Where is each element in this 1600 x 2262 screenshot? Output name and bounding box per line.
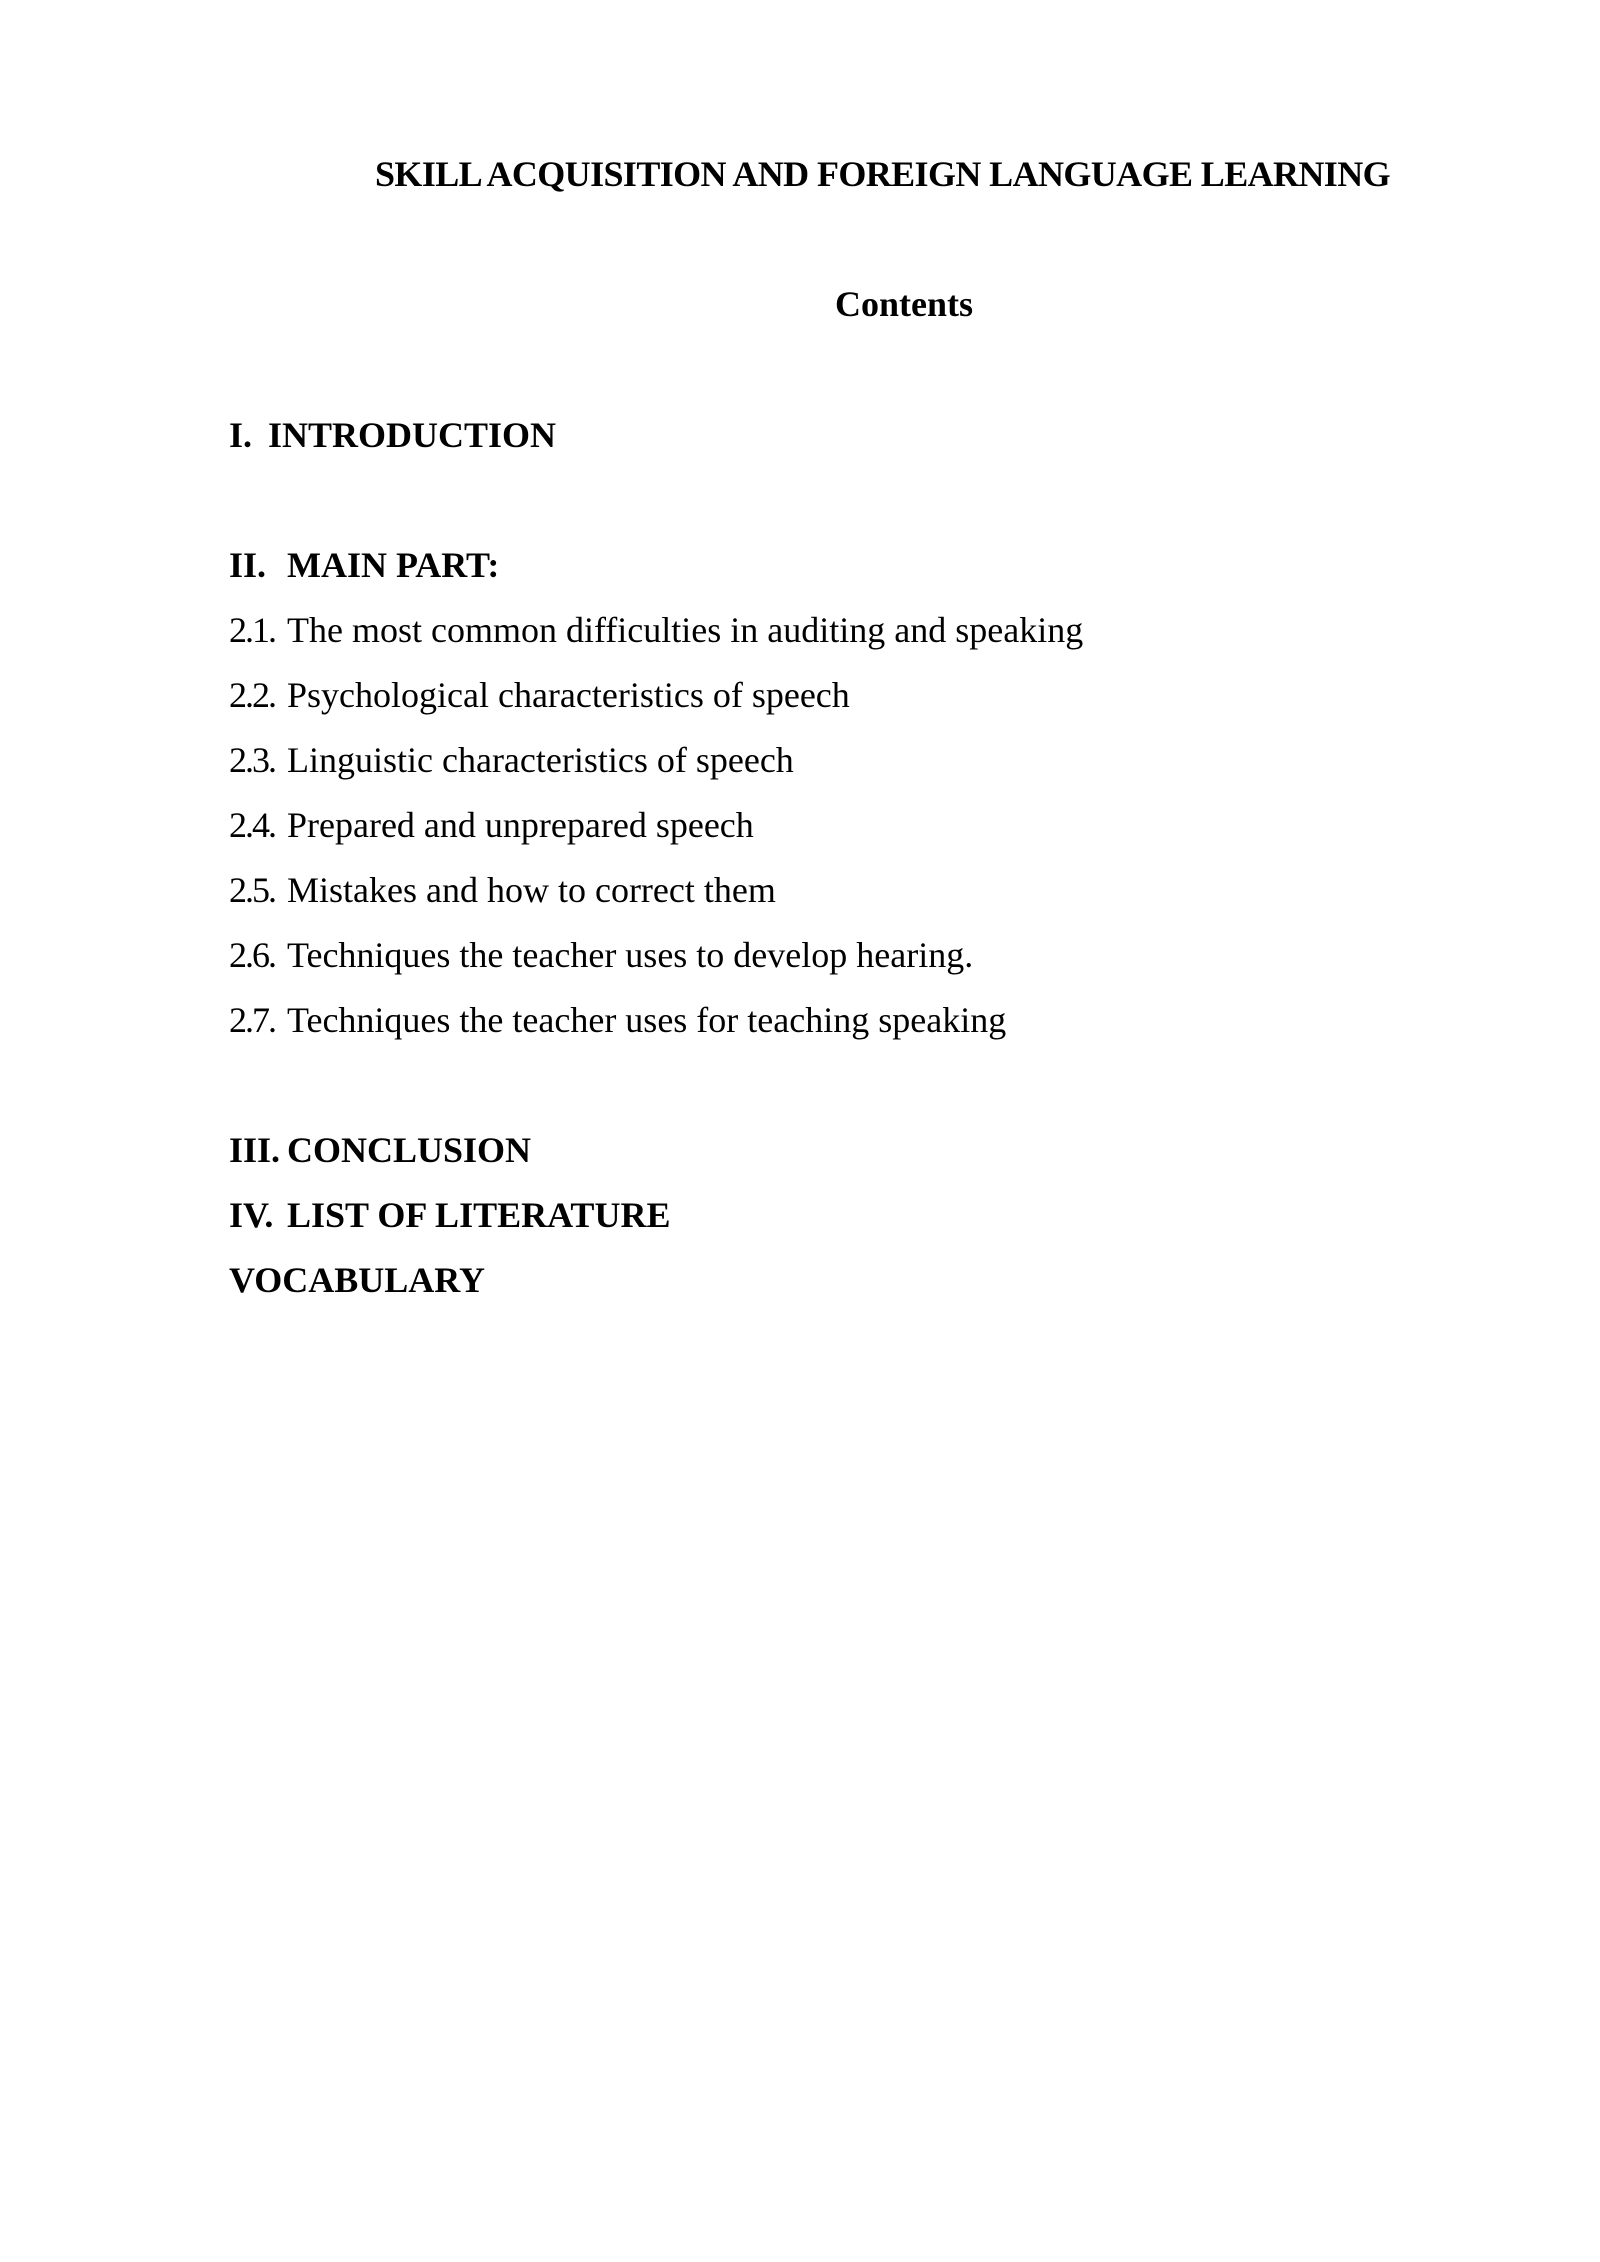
document-title: SKILL ACQUISITION AND FOREIGN LANGUAGE LEARNING [375,154,1391,194]
toc-entry-2-4 [229,803,754,847]
contents-heading: Contents [834,284,973,324]
toc-entry-2-7 [229,998,1006,1042]
toc-label: MAIN PART: [287,545,500,585]
toc-entry-conclusion [229,1128,531,1172]
toc-number: 2.1. [229,610,275,650]
toc-number: 2.4. [229,805,275,845]
toc-entry-introduction [229,413,556,457]
toc-entry-2-3 [229,738,794,782]
toc-number: 2.2. [229,675,275,715]
toc-number: II. [229,545,267,585]
toc-label: Techniques the teacher uses for teaching speaking [287,1000,1007,1040]
toc-label: VOCABULARY [229,1260,486,1300]
toc-label: Mistakes and how to correct them [287,870,776,910]
toc-number: 2.3. [229,740,275,780]
toc-entry-2-5 [229,868,776,912]
toc-number: III. [229,1130,281,1170]
toc-number: 2.6. [229,935,275,975]
toc-label: Psychological characteristics of speech [287,675,850,715]
toc-label: Techniques the teacher uses to develop hearing. [287,935,974,975]
toc-entry-vocabulary [229,1258,485,1302]
toc-label: INTRODUCTION [268,415,557,455]
toc-label: The most common difficulties in auditing and speaking [287,610,1084,650]
toc-entry-main-part [229,543,499,587]
toc-entry-literature [229,1193,670,1237]
toc-label: LIST OF LITERATURE [287,1195,671,1235]
toc-entry-2-2 [229,673,850,717]
toc-label: Prepared and unprepared speech [287,805,754,845]
toc-label: CONCLUSION [287,1130,532,1170]
toc-entry-2-1 [229,608,1083,652]
toc-number: 2.7. [229,1000,275,1040]
toc-number: IV. [229,1195,274,1235]
toc-number: 2.5. [229,870,275,910]
toc-number: I. [229,415,253,455]
toc-label: Linguistic characteristics of speech [287,740,794,780]
toc-entry-2-6 [229,933,973,977]
